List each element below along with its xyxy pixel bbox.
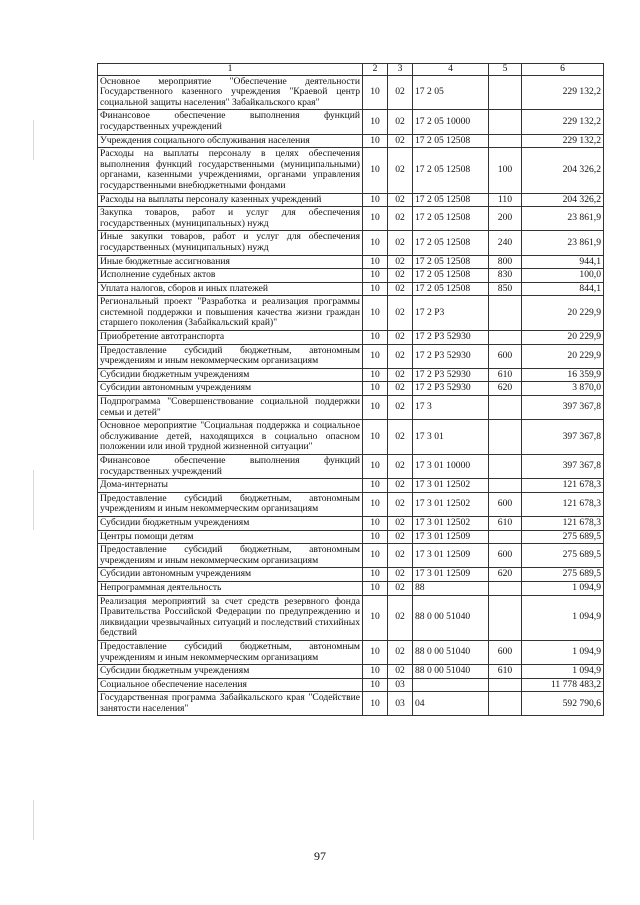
row-section-cell: 10: [363, 110, 388, 134]
row-amount-cell: 1 094,9: [522, 581, 604, 595]
row-target-code-cell: 17 3 01 12509: [413, 544, 489, 568]
row-name-cell: Субсидии бюджетным учреждениям: [98, 368, 363, 382]
row-section-cell: 10: [363, 282, 388, 296]
row-section-cell: 10: [363, 134, 388, 148]
row-amount-cell: 397 367,8: [522, 420, 604, 455]
row-name-cell: Субсидии автономным учреждениям: [98, 382, 363, 396]
table-row: [98, 640, 604, 664]
row-amount-cell: 229 132,2: [522, 75, 604, 110]
row-expense-type-cell: 610: [489, 368, 522, 382]
row-expense-type-cell: [489, 296, 522, 331]
row-amount-cell: 397 367,8: [522, 455, 604, 479]
row-subsection-cell: 02: [388, 479, 413, 493]
row-target-code-cell: 17 2 05 12508: [413, 269, 489, 283]
row-subsection-cell: 02: [388, 282, 413, 296]
column-header-target-code: 4: [413, 64, 489, 76]
row-section-cell: 10: [363, 568, 388, 582]
row-target-code-cell: 88 0 00 51040: [413, 595, 489, 640]
row-section-cell: 10: [363, 581, 388, 595]
row-target-code-cell: 17 2 05 12508: [413, 193, 489, 207]
table-row: [98, 331, 604, 345]
row-amount-cell: 23 861,9: [522, 207, 604, 231]
row-section-cell: 10: [363, 544, 388, 568]
row-target-code-cell: 88 0 00 51040: [413, 640, 489, 664]
row-target-code-cell: 17 2 05 12508: [413, 207, 489, 231]
row-expense-type-cell: [489, 530, 522, 544]
row-expense-type-cell: [489, 455, 522, 479]
budget-table: [97, 63, 604, 716]
row-amount-cell: 11 778 483,2: [522, 678, 604, 692]
row-amount-cell: 229 132,2: [522, 110, 604, 134]
row-section-cell: 10: [363, 331, 388, 345]
scan-margin-mark: [33, 470, 34, 530]
row-subsection-cell: 02: [388, 455, 413, 479]
row-amount-cell: 592 790,6: [522, 692, 604, 716]
row-section-cell: 10: [363, 678, 388, 692]
row-target-code-cell: 17 2 05 12508: [413, 282, 489, 296]
table-row: [98, 110, 604, 134]
row-subsection-cell: 03: [388, 678, 413, 692]
row-subsection-cell: 02: [388, 231, 413, 255]
row-amount-cell: 121 678,3: [522, 492, 604, 516]
table-row: [98, 568, 604, 582]
row-amount-cell: 23 861,9: [522, 231, 604, 255]
table-row: [98, 193, 604, 207]
table-row: [98, 344, 604, 368]
row-name-cell: Непрограммная деятельность: [98, 581, 363, 595]
row-expense-type-cell: 600: [489, 544, 522, 568]
row-subsection-cell: 02: [388, 207, 413, 231]
row-expense-type-cell: [489, 420, 522, 455]
row-subsection-cell: 02: [388, 148, 413, 193]
row-section-cell: 10: [363, 344, 388, 368]
table-row: [98, 581, 604, 595]
row-target-code-cell: 17 2 05: [413, 75, 489, 110]
row-name-cell: Государственная программа Забайкальского края "Содействие занятости населения": [98, 692, 363, 716]
table-row: [98, 665, 604, 679]
row-name-cell: Финансовое обеспечение выполнения функций государственных учреждений: [98, 110, 363, 134]
row-subsection-cell: 02: [388, 382, 413, 396]
column-header-name: 1: [98, 64, 363, 76]
row-target-code-cell: 17 2 05 12508: [413, 134, 489, 148]
row-target-code-cell: 17 3 01 12509: [413, 530, 489, 544]
table-row: [98, 207, 604, 231]
row-section-cell: 10: [363, 396, 388, 420]
row-name-cell: Реализация мероприятий за счет средств резервного фонда Правительства Российской Федерации по предупреждению и ликвидации чрезвычайных ситуаций и последствий стихийных бедствий: [98, 595, 363, 640]
row-target-code-cell: 17 2 P3 52930: [413, 331, 489, 345]
row-section-cell: 10: [363, 296, 388, 331]
row-amount-cell: 229 132,2: [522, 134, 604, 148]
row-target-code-cell: 04: [413, 692, 489, 716]
table-header-row: [98, 64, 604, 76]
row-section-cell: 10: [363, 75, 388, 110]
row-target-code-cell: 17 3 01 12502: [413, 516, 489, 530]
row-expense-type-cell: 800: [489, 255, 522, 269]
row-target-code-cell: 17 3 01 10000: [413, 455, 489, 479]
row-expense-type-cell: [489, 692, 522, 716]
row-expense-type-cell: [489, 581, 522, 595]
row-expense-type-cell: 110: [489, 193, 522, 207]
row-subsection-cell: 02: [388, 595, 413, 640]
row-name-cell: Иные закупки товаров, работ и услуг для обеспечения государственных (муниципальных) нужд: [98, 231, 363, 255]
table-row: [98, 492, 604, 516]
row-target-code-cell: 17 3 01 12502: [413, 479, 489, 493]
row-amount-cell: 121 678,3: [522, 479, 604, 493]
row-name-cell: Основное мероприятие "Обеспечение деятельности Государственного казенного учреждения "Краевой центр социальной защиты населения" Забайкальского края": [98, 75, 363, 110]
row-section-cell: 10: [363, 382, 388, 396]
row-target-code-cell: [413, 678, 489, 692]
table-row: [98, 368, 604, 382]
row-section-cell: 10: [363, 692, 388, 716]
row-subsection-cell: 02: [388, 134, 413, 148]
row-subsection-cell: 02: [388, 255, 413, 269]
row-amount-cell: 275 689,5: [522, 544, 604, 568]
row-name-cell: Подпрограмма "Совершенствование социальной поддержки семьи и детей": [98, 396, 363, 420]
row-target-code-cell: 17 3 01 12502: [413, 492, 489, 516]
row-amount-cell: 20 229,9: [522, 331, 604, 345]
table-row: [98, 134, 604, 148]
row-amount-cell: 20 229,9: [522, 296, 604, 331]
table-row: [98, 296, 604, 331]
row-section-cell: 10: [363, 368, 388, 382]
row-target-code-cell: 17 2 05 12508: [413, 231, 489, 255]
row-name-cell: Центры помощи детям: [98, 530, 363, 544]
row-expense-type-cell: 620: [489, 568, 522, 582]
column-header-section: 2: [363, 64, 388, 76]
row-section-cell: 10: [363, 530, 388, 544]
row-target-code-cell: 17 3: [413, 396, 489, 420]
row-section-cell: 10: [363, 640, 388, 664]
row-subsection-cell: 02: [388, 568, 413, 582]
row-expense-type-cell: 600: [489, 492, 522, 516]
row-section-cell: 10: [363, 231, 388, 255]
row-subsection-cell: 02: [388, 640, 413, 664]
column-header-expense-type: 5: [489, 64, 522, 76]
row-section-cell: 10: [363, 207, 388, 231]
row-expense-type-cell: [489, 595, 522, 640]
table-row: [98, 516, 604, 530]
row-amount-cell: 944,1: [522, 255, 604, 269]
row-name-cell: Уплата налогов, сборов и иных платежей: [98, 282, 363, 296]
row-section-cell: 10: [363, 255, 388, 269]
row-subsection-cell: 02: [388, 544, 413, 568]
row-expense-type-cell: 200: [489, 207, 522, 231]
row-subsection-cell: 02: [388, 296, 413, 331]
row-name-cell: Предоставление субсидий бюджетным, автономным учреждениям и иным некоммерческим организациям: [98, 344, 363, 368]
row-expense-type-cell: [489, 134, 522, 148]
row-subsection-cell: 03: [388, 692, 413, 716]
row-section-cell: 10: [363, 492, 388, 516]
row-amount-cell: 204 326,2: [522, 148, 604, 193]
table-row: [98, 382, 604, 396]
row-target-code-cell: 88 0 00 51040: [413, 665, 489, 679]
table-row: [98, 231, 604, 255]
row-expense-type-cell: 620: [489, 382, 522, 396]
table-row: [98, 148, 604, 193]
row-section-cell: 10: [363, 193, 388, 207]
row-expense-type-cell: [489, 110, 522, 134]
table-body: [98, 75, 604, 716]
row-name-cell: Основное мероприятие "Социальная поддержка и социальное обслуживание детей, находящихся в социально опасном положении или иной трудной жизненной ситуации": [98, 420, 363, 455]
row-name-cell: Приобретение автотранспорта: [98, 331, 363, 345]
table-row: [98, 269, 604, 283]
row-target-code-cell: 17 3 01 12509: [413, 568, 489, 582]
row-expense-type-cell: 830: [489, 269, 522, 283]
row-name-cell: Расходы на выплаты персоналу казенных учреждений: [98, 193, 363, 207]
table-row: [98, 678, 604, 692]
row-target-code-cell: 88: [413, 581, 489, 595]
row-name-cell: Расходы на выплаты персоналу в целях обеспечения выполнения функций государственными (муниципальными) органами, казенными учреждениями, органами управления государственными внебюджетными фондами: [98, 148, 363, 193]
row-subsection-cell: 02: [388, 665, 413, 679]
row-subsection-cell: 02: [388, 492, 413, 516]
table-row: [98, 282, 604, 296]
table-row: [98, 455, 604, 479]
row-amount-cell: 20 229,9: [522, 344, 604, 368]
row-target-code-cell: 17 2 05 10000: [413, 110, 489, 134]
row-name-cell: Иные бюджетные ассигнования: [98, 255, 363, 269]
row-subsection-cell: 02: [388, 269, 413, 283]
row-target-code-cell: 17 2 P3 52930: [413, 368, 489, 382]
row-section-cell: 10: [363, 665, 388, 679]
row-section-cell: 10: [363, 516, 388, 530]
row-expense-type-cell: [489, 331, 522, 345]
row-subsection-cell: 02: [388, 193, 413, 207]
table-row: [98, 396, 604, 420]
row-amount-cell: 397 367,8: [522, 396, 604, 420]
row-subsection-cell: 02: [388, 581, 413, 595]
row-amount-cell: 204 326,2: [522, 193, 604, 207]
table-row: [98, 595, 604, 640]
row-subsection-cell: 02: [388, 110, 413, 134]
row-section-cell: 10: [363, 148, 388, 193]
column-header-subsection: 3: [388, 64, 413, 76]
row-subsection-cell: 02: [388, 420, 413, 455]
row-section-cell: 10: [363, 420, 388, 455]
table-row: [98, 544, 604, 568]
row-amount-cell: 1 094,9: [522, 640, 604, 664]
page-number: 97: [314, 849, 326, 863]
row-expense-type-cell: 100: [489, 148, 522, 193]
row-expense-type-cell: 610: [489, 665, 522, 679]
row-amount-cell: 1 094,9: [522, 665, 604, 679]
row-target-code-cell: 17 2 05 12508: [413, 148, 489, 193]
row-amount-cell: 844,1: [522, 282, 604, 296]
row-expense-type-cell: [489, 75, 522, 110]
row-expense-type-cell: [489, 479, 522, 493]
row-subsection-cell: 02: [388, 331, 413, 345]
row-name-cell: Субсидии автономным учреждениям: [98, 568, 363, 582]
scan-margin-mark: [33, 800, 34, 840]
row-name-cell: Исполнение судебных актов: [98, 269, 363, 283]
row-section-cell: 10: [363, 479, 388, 493]
row-expense-type-cell: 850: [489, 282, 522, 296]
scan-margin-mark: [33, 120, 34, 160]
table-row: [98, 255, 604, 269]
row-expense-type-cell: 610: [489, 516, 522, 530]
table-row: [98, 420, 604, 455]
row-subsection-cell: 02: [388, 396, 413, 420]
row-subsection-cell: 02: [388, 75, 413, 110]
row-target-code-cell: 17 2 P3 52930: [413, 344, 489, 368]
row-expense-type-cell: 600: [489, 344, 522, 368]
row-target-code-cell: 17 2 05 12508: [413, 255, 489, 269]
table-row: [98, 692, 604, 716]
row-subsection-cell: 02: [388, 516, 413, 530]
row-subsection-cell: 02: [388, 530, 413, 544]
row-amount-cell: 1 094,9: [522, 595, 604, 640]
row-name-cell: Финансовое обеспечение выполнения функций государственных учреждений: [98, 455, 363, 479]
row-amount-cell: 100,0: [522, 269, 604, 283]
table-row: [98, 75, 604, 110]
row-target-code-cell: 17 2 P3 52930: [413, 382, 489, 396]
row-name-cell: Субсидии бюджетным учреждениям: [98, 516, 363, 530]
row-name-cell: Субсидии бюджетным учреждениям: [98, 665, 363, 679]
row-name-cell: Региональный проект "Разработка и реализация программы системной поддержки и повышения качества жизни граждан старшего поколения (Забайкальский край)": [98, 296, 363, 331]
row-expense-type-cell: [489, 678, 522, 692]
row-name-cell: Социальное обеспечение населения: [98, 678, 363, 692]
row-target-code-cell: 17 3 01: [413, 420, 489, 455]
row-section-cell: 10: [363, 455, 388, 479]
row-name-cell: Предоставление субсидий бюджетным, автономным учреждениям и иным некоммерческим организациям: [98, 492, 363, 516]
row-target-code-cell: 17 2 P3: [413, 296, 489, 331]
row-name-cell: Предоставление субсидий бюджетным, автономным учреждениям и иным некоммерческим организациям: [98, 640, 363, 664]
row-name-cell: Дома-интернаты: [98, 479, 363, 493]
row-expense-type-cell: 240: [489, 231, 522, 255]
row-name-cell: Закупка товаров, работ и услуг для обеспечения государственных (муниципальных) нужд: [98, 207, 363, 231]
row-expense-type-cell: [489, 396, 522, 420]
row-subsection-cell: 02: [388, 368, 413, 382]
row-subsection-cell: 02: [388, 344, 413, 368]
row-amount-cell: 16 359,9: [522, 368, 604, 382]
row-expense-type-cell: 600: [489, 640, 522, 664]
table-row: [98, 479, 604, 493]
row-amount-cell: 275 689,5: [522, 530, 604, 544]
row-amount-cell: 3 870,0: [522, 382, 604, 396]
row-amount-cell: 121 678,3: [522, 516, 604, 530]
row-name-cell: Учреждения социального обслуживания населения: [98, 134, 363, 148]
table-row: [98, 530, 604, 544]
column-header-amount: 6: [522, 64, 604, 76]
row-amount-cell: 275 689,5: [522, 568, 604, 582]
row-name-cell: Предоставление субсидий бюджетным, автономным учреждениям и иным некоммерческим организациям: [98, 544, 363, 568]
row-section-cell: 10: [363, 595, 388, 640]
row-section-cell: 10: [363, 269, 388, 283]
